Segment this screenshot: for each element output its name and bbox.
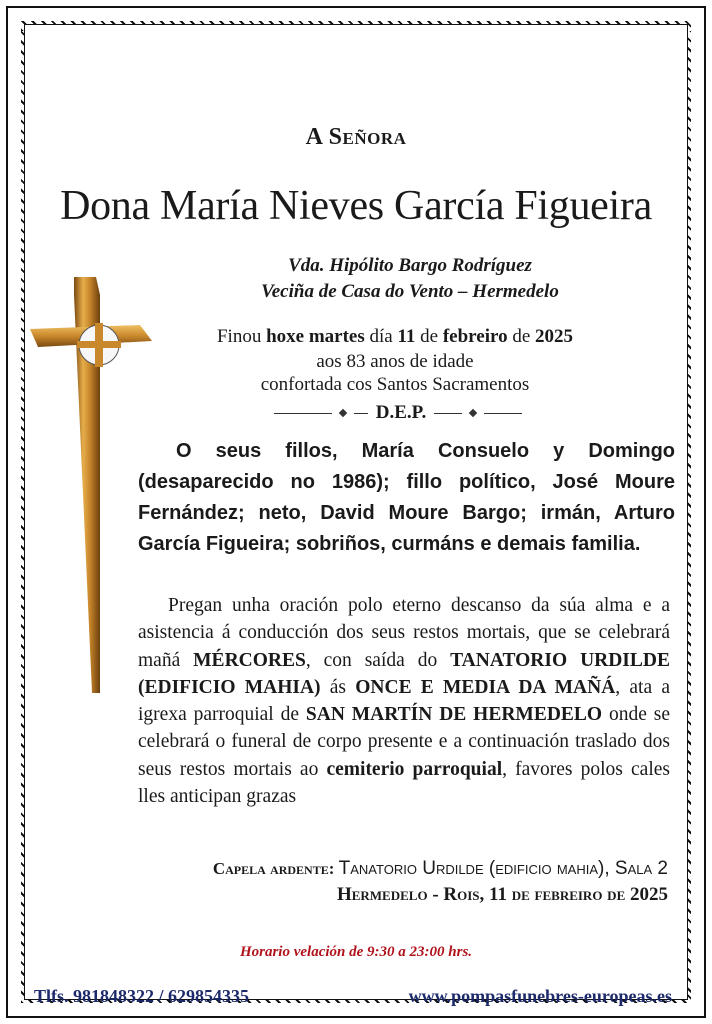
website-link[interactable]: www.pompasfunebres-europeas.es <box>408 986 672 1006</box>
diamond-icon <box>338 409 346 417</box>
divider-line <box>484 413 522 414</box>
death-date-line: Finou hoxe martes día 11 de febreiro de 2025 <box>216 326 574 347</box>
age-line: aos 83 anos de idade <box>316 351 474 372</box>
family-paragraph: O seus fillos, María Consuelo y Domingo (desaparecido no 1986); fillo político, José Moure Fernández; neto, David Moure Bargo; irmán, Arturo García Figueira; sobriños, curmáns e demais familia. <box>138 440 675 555</box>
widow-of: Vda. Hipólito Bargo Rodríguez <box>288 255 532 276</box>
divider-line <box>434 413 462 414</box>
visiting-hours: Horario velación de 9:30 a 23:00 hrs. <box>239 944 473 960</box>
chapel-label: Capela ardente: <box>212 859 339 878</box>
chapel-value: Tanatorio Urdilde (edificio mahia), Sala 2 <box>338 858 668 879</box>
divider-line <box>354 413 368 414</box>
dep-text: D.E.P. <box>375 402 427 423</box>
divider-line <box>274 413 332 414</box>
request-paragraph: Pregan unha oración polo eterno descanso da súa alma e a asistencia á conducción dos seus restos mortais, que se celebrará mañá MÉRCORES, con saída do TANATORIO URDILDE (EDIFICIO MAHIA) ás ONCE E MEDIA DA MAÑÁ, ata a igrexa parroquial de SAN MARTÍN DE HERMEDELO onde se celebrará o funeral de corpo presente e a continuación traslado dos seus restos mortais ao cemiterio parroquial, favores polos cales lles anticipan grazas <box>138 595 671 808</box>
place-date: Hermedelo - Rois, 11 de febreiro de 2025 <box>336 884 668 905</box>
diamond-icon <box>469 409 477 417</box>
deceased-name: Dona María Nieves García Figueira <box>60 183 652 229</box>
residence: Veciña de Casa do Vento – Hermedelo <box>261 281 559 302</box>
dep-divider <box>270 402 526 424</box>
phone-numbers[interactable]: Tlfs. 981848322 / 629854335 <box>34 986 250 1006</box>
heading: A Señora <box>305 124 407 150</box>
chapel-line <box>213 858 668 880</box>
sacrament-line: confortada cos Santos Sacramentos <box>260 374 530 395</box>
